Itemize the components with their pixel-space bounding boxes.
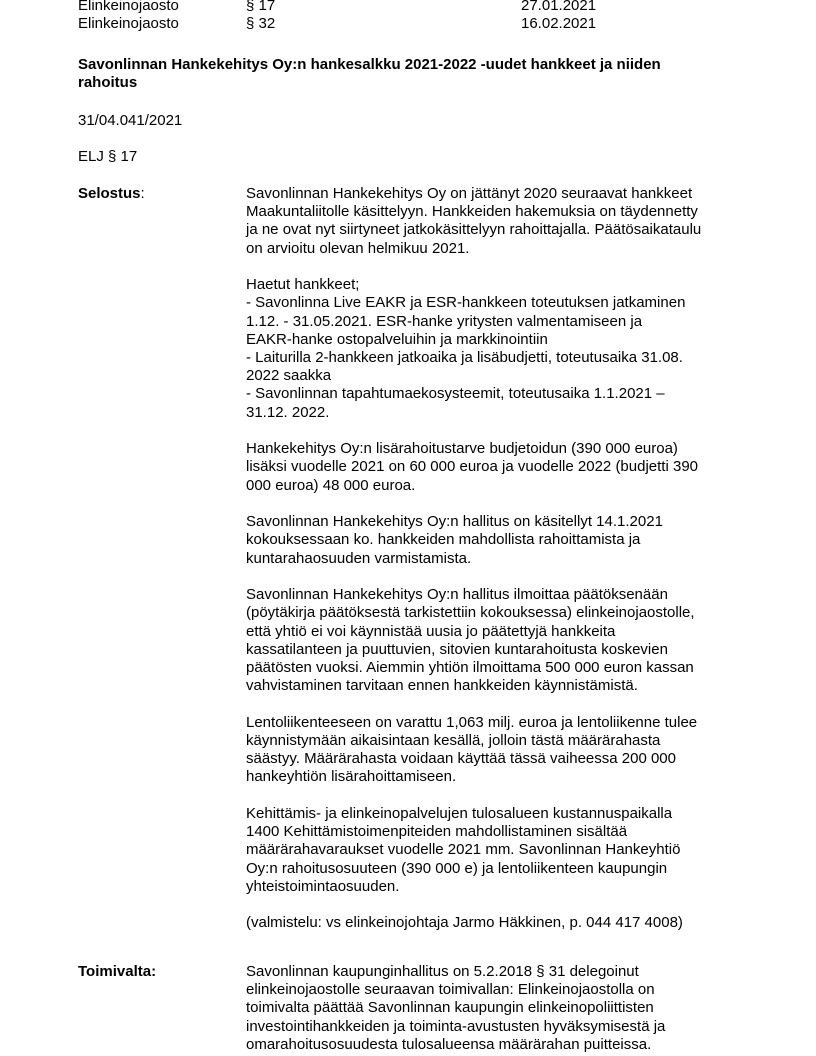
text-line: käynnistymään aikaisintaan kesällä, jolloin tästä määrärahasta <box>246 732 661 750</box>
text-line: Savonlinnan Hankekehitys Oy on jättänyt 2020 seuraavat hankkeet <box>246 185 693 202</box>
text-line: kassatilanteen ja puuttuvien, sitovien kuntarahoitusta koskevien <box>246 640 668 658</box>
history-body: Elinkeinojaosto <box>78 15 179 32</box>
text-line: - Laiturilla 2-hankkeen jatkoaika ja lisäbudjetti, toteutusaika 31.08. <box>246 349 683 367</box>
text-line: 1400 Kehittämistoimenpiteiden mahdollistaminen sisältää <box>246 823 628 841</box>
text-line: Hankekehitys Oy:n lisärahoitustarve budjetoidun (390 000 euroa) <box>246 440 678 458</box>
selostus-paragraph <box>246 914 736 932</box>
text-line: säästyy. Määrärahasta voidaan käyttää tässä vaiheessa 200 000 <box>246 750 676 768</box>
text-line: Maakuntaliitolle käsittelyyn. Hankkeiden hakemuksia on täydennetty <box>246 203 698 221</box>
text-line: - Savonlinnan tapahtumaekosysteemit, toteutusaika 1.1.2021 – <box>246 385 665 403</box>
text-line: määrärahavaraukset vuodelle 2021 mm. Savonlinnan Hankeyhtiö <box>246 841 681 859</box>
text-line: EAKR-hanke ostopalveluihin ja markkinointiin <box>246 330 548 348</box>
text-line: investointihankkeiden ja toiminta-avustusten hyväksymisestä ja <box>246 1017 666 1035</box>
text-line: Haetut hankkeet; <box>246 276 360 294</box>
history-date: 27.01.2021 <box>521 0 597 14</box>
text-line: kuntarahaosuuden varmistamista. <box>246 549 472 567</box>
text-line: yhteistoimintaosuuden. <box>246 877 400 895</box>
text-line: 1.12. - 31.05.2021. ESR-hanke yritysten valmentamiseen ja <box>246 312 643 330</box>
history-body: Elinkeinojaosto <box>78 0 179 14</box>
text-line: vahvistaminen tarvitaan ennen hankkeiden käynnistämistä. <box>246 677 638 695</box>
history-row <box>78 15 778 33</box>
history-section: § 17 <box>246 0 276 14</box>
text-line: (pöytäkirja päätöksestä tarkistettiin kokouksessa) elinkeinojaostolle, <box>246 604 695 622</box>
text-line: ja ne ovat nyt siirtyneet jatkokäsittelyyn rahoittajalla. Päätösaikataulu <box>246 221 702 239</box>
document-title <box>78 56 718 92</box>
selostus-body <box>246 185 736 951</box>
text-line: Savonlinnan kaupunginhallitus on 5.2.2018 § 31 delegoinut <box>246 963 639 980</box>
selostus-label-text: Selostus <box>78 185 141 202</box>
text-line: - Savonlinna Live EAKR ja ESR-hankkeen toteutuksen jatkaminen <box>246 294 686 312</box>
section-reference: ELJ § 17 <box>78 148 138 165</box>
text-line: kokouksessaan ko. hankkeiden mahdollista rahoittamista ja <box>246 531 641 549</box>
title-line: rahoitus <box>78 74 138 91</box>
text-line: hankeyhtiön lisärahoittamiseen. <box>246 768 457 786</box>
text-line: (valmistelu: vs elinkeinojohtaja Jarmo Häkkinen, p. 044 417 4008) <box>246 914 683 932</box>
text-line: Oy:n rahoitusosuuteen (390 000 e) ja lentoliikenteen kaupungin <box>246 859 668 877</box>
text-line: päätösten vuoksi. Aiemmin yhtiön ilmoittama 500 000 euron kassan <box>246 659 694 677</box>
history-date: 16.02.2021 <box>521 15 597 32</box>
text-line: Lentoliikenteeseen on varattu 1,063 milj. euroa ja lentoliikenne tulee <box>246 713 698 731</box>
toimivalta-label: Toimivalta: <box>78 963 157 980</box>
text-line: toimivalta päättää Savonlinnan kaupungin elinkeinopoliittisten <box>246 999 654 1017</box>
selostus-paragraph <box>246 276 736 422</box>
selostus-paragraph <box>246 440 736 495</box>
text-line: 31.12. 2022. <box>246 403 330 421</box>
selostus-colon: : <box>140 185 145 202</box>
text-line: Savonlinnan Hankekehitys Oy:n hallitus ilmoittaa päätöksenään <box>246 586 668 604</box>
record-number: 31/04.041/2021 <box>78 112 183 129</box>
history-section: § 32 <box>246 15 276 32</box>
text-line: 000 euroa) 48 000 euroa. <box>246 476 416 494</box>
text-line: että yhtiö ei voi käynnistää uusia jo päätettyjä hankkeita <box>246 622 616 640</box>
selostus-paragraph <box>246 185 736 258</box>
selostus-label <box>78 185 145 203</box>
history-row <box>78 0 778 15</box>
text-line: omarahoitusosuudesta tulosalueensa määrärahan puitteissa. <box>246 1035 652 1053</box>
title-line: Savonlinnan Hankekehitys Oy:n hankesalkku 2021-2022 -uudet hankkeet ja niiden <box>78 56 661 73</box>
selostus-paragraph <box>246 513 736 568</box>
selostus-paragraph <box>246 714 736 787</box>
text-line: 2022 saakka <box>246 367 332 385</box>
toimivalta-body <box>246 963 736 1054</box>
text-line: elinkeinojaostolle seuraavan toimivallan: Elinkeinojaostolla on <box>246 981 655 999</box>
text-line: lisäksi vuodelle 2021 on 60 000 euroa ja vuodelle 2022 (budjetti 390 <box>246 458 698 476</box>
text-line: Kehittämis- ja elinkeinopalvelujen tulosalueen kustannuspaikalla <box>246 805 673 823</box>
selostus-paragraph <box>246 586 736 695</box>
text-line: Savonlinnan Hankekehitys Oy:n hallitus on käsitellyt 14.1.2021 <box>246 513 663 531</box>
text-line: on arvioitu olevan helmikuu 2021. <box>246 239 470 257</box>
selostus-paragraph <box>246 805 736 896</box>
